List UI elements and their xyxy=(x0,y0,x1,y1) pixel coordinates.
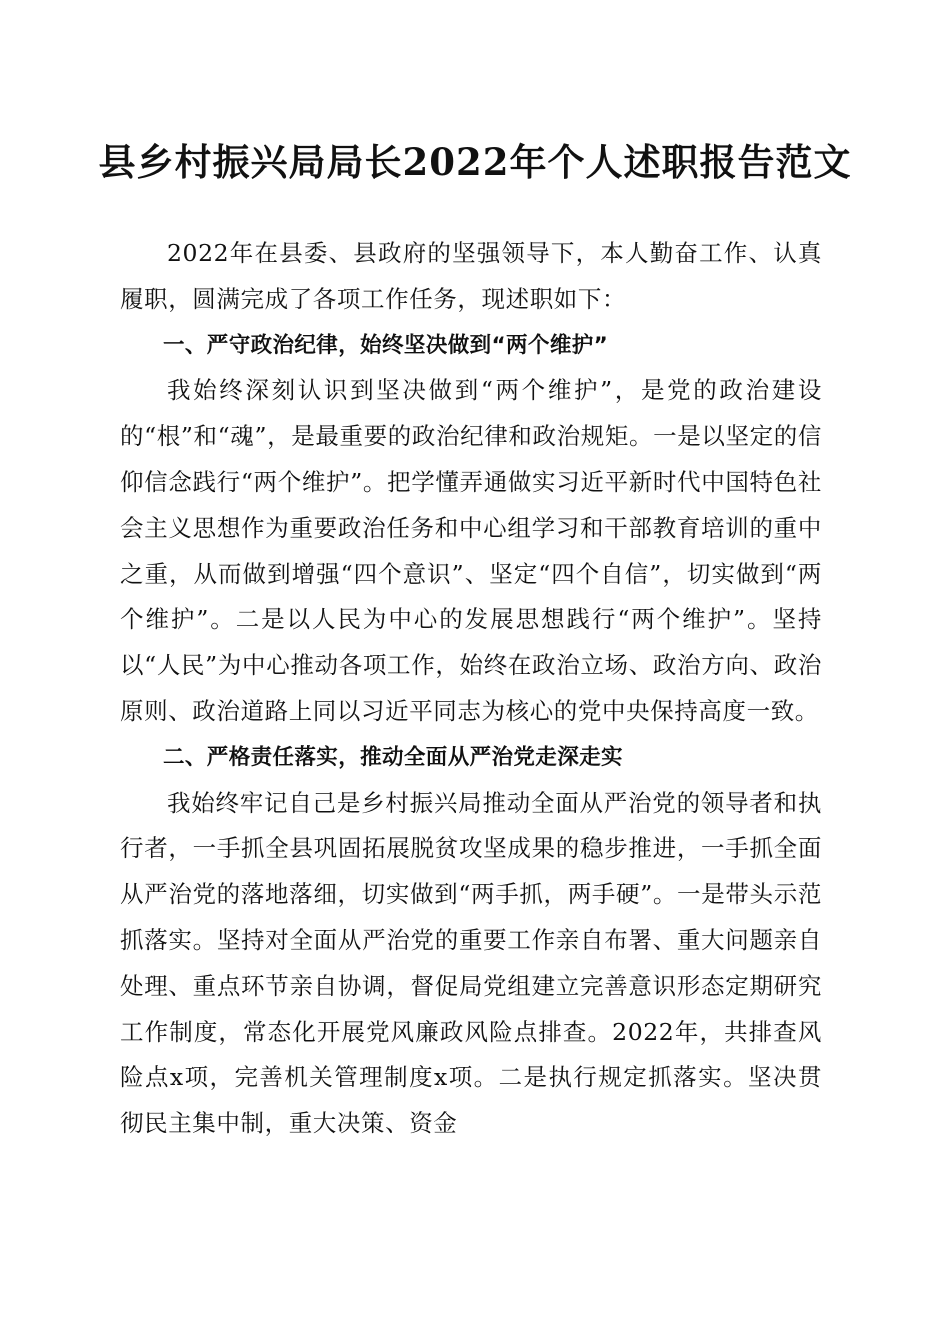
document-title: 县乡村振兴局局长2022年个人述职报告范文 xyxy=(98,140,852,184)
section-paragraph-2: 我始终牢记自己是乡村振兴局推动全面从严治党的领导者和执行者，一手抓全县巩固拓展脱贫攻坚成果的稳步推进，一手抓全面从严治党的落地落细，切实做到“两手抓，两手硬”。一是带头示范抓落实。坚持对全面从严治党的重要工作亲自布署、重大问题亲自处理、重点环节亲自协调，督促局党组建立完善意识形态定期研究工作制度，常态化开展党风廉政风险点排查。2022年，共排查风险点x项，完善机关管理制度x项。二是执行规定抓落实。坚决贯彻民主集中制，重大决策、资金 xyxy=(120,788,822,1138)
section-heading-2: 二、严格责任落实，推动全面从严治党走深走实 xyxy=(163,744,623,770)
section-heading-1: 一、严守政治纪律，始终坚决做到“两个维护” xyxy=(163,332,609,358)
document-body xyxy=(120,231,822,1147)
section-paragraph-1: 我始终深刻认识到坚决做到“两个维护”，是党的政治建设的“根”和“魂”，是最重要的政治纪律和政治规矩。一是以坚定的信仰信念践行“两个维护”。把学懂弄通做实习近平新时代中国特色社会主义思想作为重要政治任务和中心组学习和干部教育培训的重中之重，从而做到增强“四个意识”、坚定“四个自信”，切实做到“两个维护”。二是以人民为中心的发展思想践行“两个维护”。坚持以“人民”为中心推动各项工作，始终在政治立场、政治方向、政治原则、政治道路上同以习近平同志为核心的党中央保持高度一致。 xyxy=(120,376,822,725)
intro-paragraph: 2022年在县委、县政府的坚强领导下，本人勤奋工作、认真履职，圆满完成了各项工作任务，现述职如下： xyxy=(120,239,822,313)
